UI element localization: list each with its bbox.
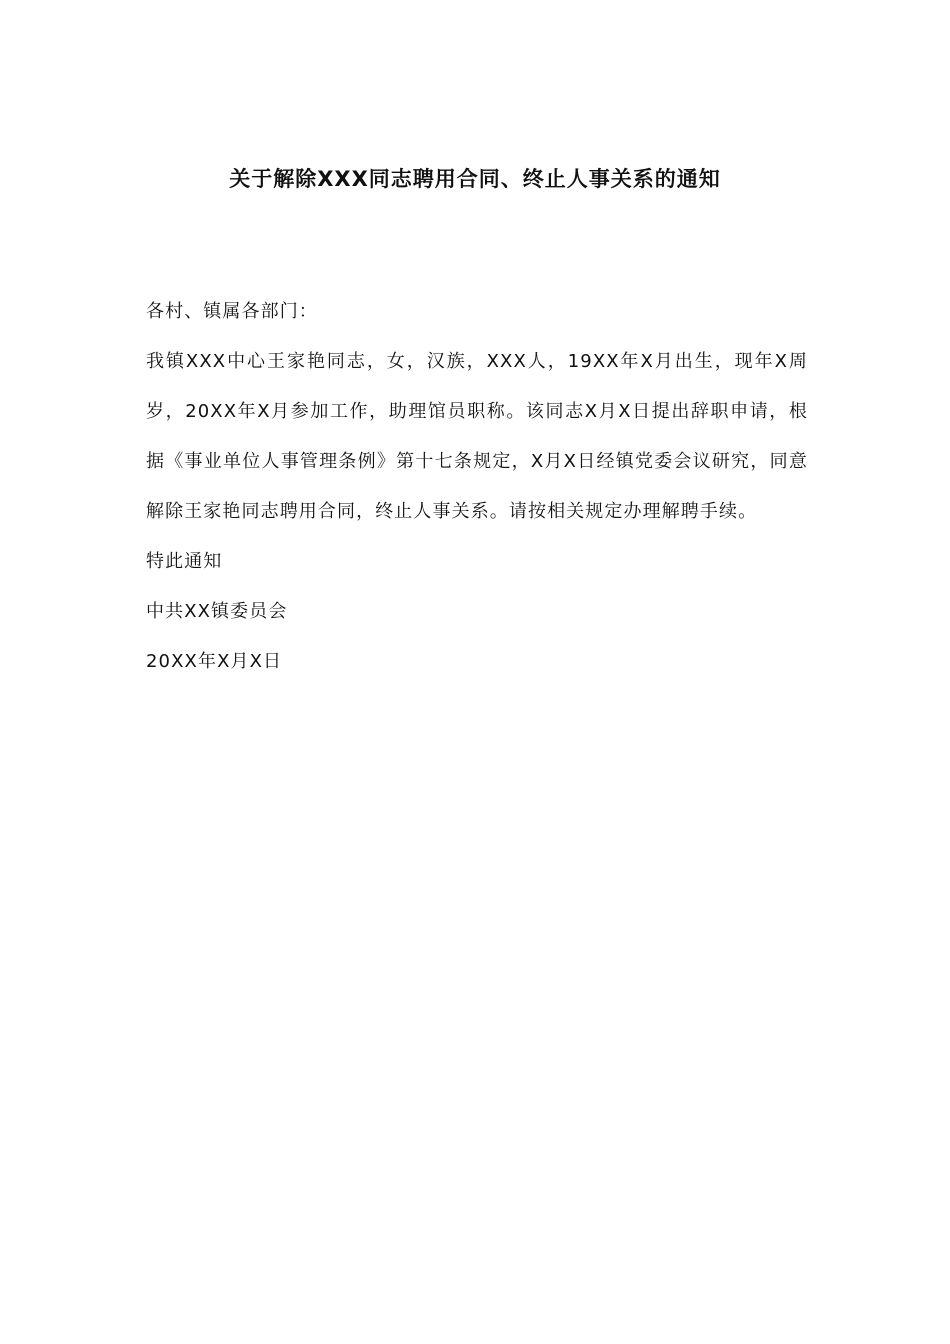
document-body [146, 287, 808, 687]
document-date: 20XX年X月X日 [146, 651, 283, 672]
body-paragraph: 我镇XXX中心王家艳同志，女，汉族，XXX人，19XX年X月出生，现年X周岁，20XX年X月参加工作，助理馆员职称。该同志X月X日提出辞职申请，根据《事业单位人事管理条例》第十七条规定，X月X日经镇党委会议研究，同意解除王家艳同志聘用合同，终止人事关系。请按相关规定办理解聘手续。 [146, 351, 808, 522]
closing-text: 特此通知 [146, 551, 223, 572]
salutation: 各村、镇属各部门： [146, 301, 318, 322]
document-title: 关于解除XXX同志聘用合同、终止人事关系的通知 [229, 167, 721, 191]
signature: 中共XX镇委员会 [146, 601, 288, 622]
